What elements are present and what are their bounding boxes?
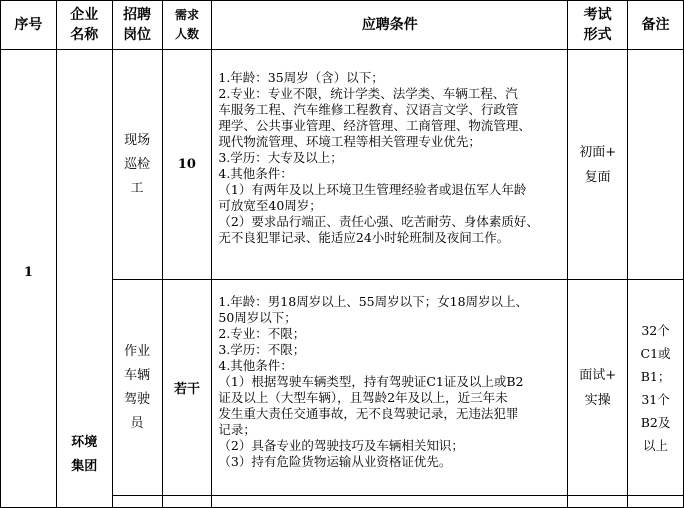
requirement-line: 1.年龄：男18周岁以上、55周岁以下；女18周岁以上、 xyxy=(218,294,529,309)
requirements-cell xyxy=(212,50,568,280)
header-requirements-text: 应聘条件 xyxy=(361,17,418,33)
empty-cell xyxy=(1,496,57,508)
header-position-line2: 岗位 xyxy=(123,27,152,43)
header-company xyxy=(56,1,112,50)
header-exam xyxy=(568,1,628,50)
header-seq-text: 序号 xyxy=(14,17,43,33)
empty-cell xyxy=(112,496,162,508)
count-text: 10 xyxy=(177,157,196,172)
company-name xyxy=(56,50,112,508)
requirement-line: （1）根据驾驶车辆类型，持有驾驶证C1证及以上或B2 xyxy=(218,374,524,389)
position-cell xyxy=(112,50,162,280)
requirement-line: 理学、公共事业管理、经济管理、工商管理、物流管理、 xyxy=(218,118,531,133)
remark-line: B2及 xyxy=(640,414,671,430)
position-cell xyxy=(112,280,162,496)
requirement-line: 4.其他条件： xyxy=(218,166,293,181)
header-exam-line2: 形式 xyxy=(583,27,612,43)
position-text: 现场巡检工 xyxy=(124,132,151,196)
seq-number: 1 xyxy=(23,265,33,281)
requirement-line: （2）具备专业的驾驶技巧及车辆相关知识； xyxy=(218,438,464,453)
header-exam-line1: 考试 xyxy=(583,7,612,23)
requirement-line: （1）有两年及以上环境卫生管理经验者或退伍军人年龄 xyxy=(218,182,527,197)
exam-line1: 面试+ xyxy=(579,367,617,383)
requirement-line: （3）持有危险货物运输从业资格证优先。 xyxy=(218,454,452,469)
exam-cell xyxy=(568,50,628,280)
requirement-line: 现代物流管理、环境工程等相关管理专业优先； xyxy=(218,134,481,149)
requirement-line: （2）要求品行端正、责任心强、吃苦耐劳、身体素质好、 xyxy=(218,214,539,229)
requirement-line: 发生重大责任交通事故，无不良驾驶记录，无违法犯罪 xyxy=(218,406,519,421)
header-count-line1: 需求 xyxy=(174,8,199,22)
position-text: 作业车辆驾驶员 xyxy=(124,343,151,431)
empty-cell xyxy=(568,496,628,508)
count-text: 若干 xyxy=(173,382,200,397)
table-row xyxy=(1,50,684,280)
header-row xyxy=(1,1,684,50)
requirements-cell xyxy=(212,280,568,496)
header-position xyxy=(112,1,162,50)
requirement-line: 记录； xyxy=(218,422,256,437)
empty-cell xyxy=(212,496,568,508)
remark-line: 31个 xyxy=(641,391,670,407)
row-seq xyxy=(1,50,57,496)
requirement-line: 证及以上（大型车辆），且驾龄2年及以上，近三年未 xyxy=(218,390,508,405)
requirement-line: 可放宽至40周岁； xyxy=(218,198,322,213)
requirement-line: 50周岁以下； xyxy=(218,310,297,325)
header-count xyxy=(162,1,212,50)
header-position-line1: 招聘 xyxy=(123,7,152,23)
exam-line2: 复面 xyxy=(584,169,611,185)
remark-line: 以上 xyxy=(643,437,669,453)
header-requirements xyxy=(212,1,568,50)
company-line1: 环境 xyxy=(71,435,98,450)
requirement-line: 2.专业：不限； xyxy=(218,326,306,341)
requirement-line: 车服务工程、汽车维修工程教育、汉语言文学、行政管 xyxy=(218,102,519,117)
header-count-line2: 人数 xyxy=(174,27,199,41)
remark-line: 32个 xyxy=(641,322,670,338)
count-cell xyxy=(162,50,212,280)
exam-cell xyxy=(568,280,628,496)
header-remarks xyxy=(628,1,684,50)
exam-line1: 初面+ xyxy=(579,144,617,160)
empty-cell xyxy=(162,496,212,508)
header-remarks-text: 备注 xyxy=(641,17,670,33)
requirement-line: 4.其他条件： xyxy=(218,358,293,373)
header-company-line2: 名称 xyxy=(70,27,99,43)
requirement-line: 2.专业：专业不限，统计学类、法学类、车辆工程、汽 xyxy=(218,86,518,101)
exam-line2: 实操 xyxy=(584,392,611,408)
company-line2: 集团 xyxy=(71,459,98,474)
remark-line: B1； xyxy=(640,368,671,384)
empty-cell xyxy=(628,496,684,508)
header-seq xyxy=(1,1,57,50)
count-cell xyxy=(162,280,212,496)
requirement-line: 3.学历：不限； xyxy=(218,342,306,357)
remarks-cell xyxy=(628,50,684,280)
header-company-line1: 企业 xyxy=(70,7,99,23)
requirement-line: 1.年龄：35周岁（含）以下； xyxy=(218,70,384,85)
requirement-line: 无不良犯罪记录、能适应24小时轮班制及夜间工作。 xyxy=(218,230,510,245)
remark-line: C1或 xyxy=(640,345,671,361)
requirement-line: 3.学历：大专及以上； xyxy=(218,150,343,165)
remarks-cell xyxy=(628,280,684,496)
